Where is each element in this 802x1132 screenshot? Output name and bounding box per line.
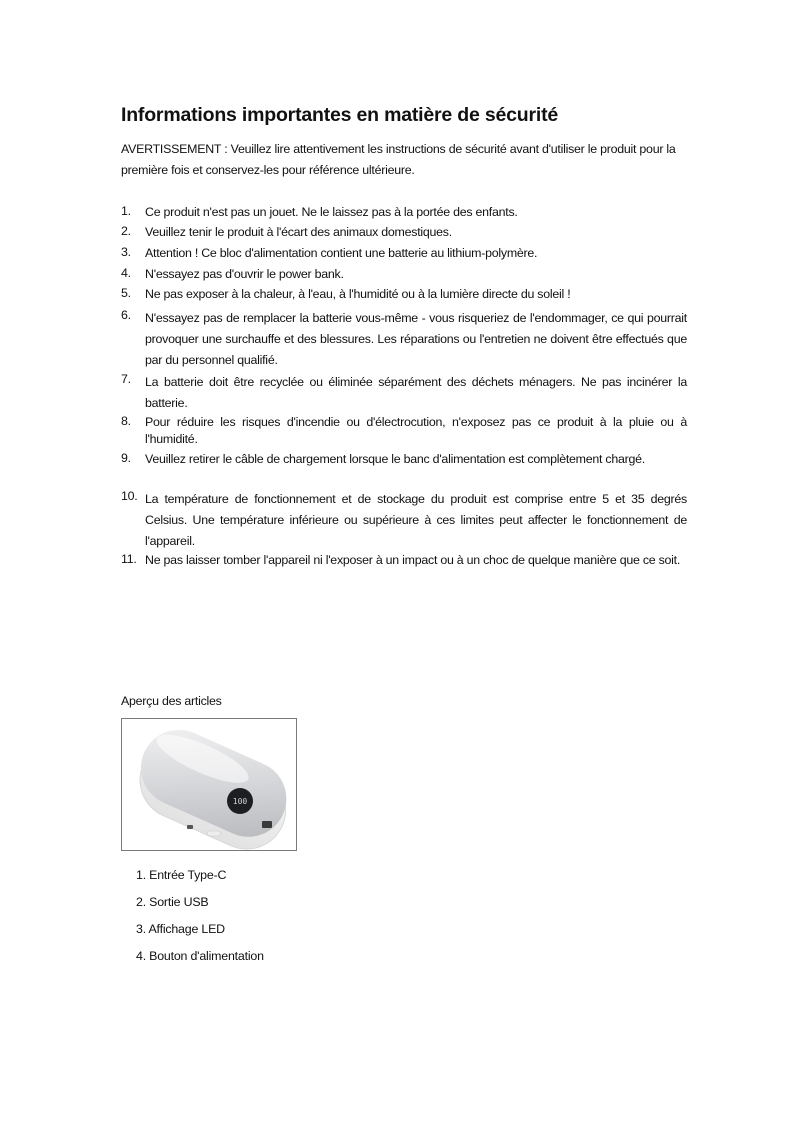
part-item-power-button: 4. Bouton d'alimentation (136, 949, 264, 963)
item-text: N'essayez pas d'ouvrir le power bank. (145, 267, 344, 281)
page-title: Informations importantes en matière de sécurité (121, 104, 559, 126)
item-text: Ne pas exposer à la chaleur, à l'eau, à l'humidité ou à la lumière directe du soleil ! (145, 287, 571, 301)
item-number: 6. (121, 308, 131, 322)
item-text: Attention ! Ce bloc d'alimentation contient une batterie au lithium-polymère. (145, 246, 538, 260)
item-text: Veuillez retirer le câble de chargement lorsque le banc d'alimentation est complètement chargé. (145, 452, 646, 466)
item-number: 11. (121, 552, 137, 566)
part-item-type-c-input: 1. Entrée Type-C (136, 868, 227, 882)
item-number: 4. (121, 266, 131, 280)
product-image (121, 718, 297, 851)
part-item-led-display: 3. Affichage LED (136, 922, 225, 936)
item-text: Ne pas laisser tomber l'appareil ni l'exposer à un impact ou à un choc de quelque manière que ce soit. (145, 553, 681, 567)
led-display-reading: 100 (232, 797, 248, 806)
item-number: 5. (121, 286, 131, 300)
item-number: 10. (121, 489, 138, 503)
warning-paragraph: AVERTISSEMENT : Veuillez lire attentivement les instructions de sécurité avant d'utiliser le produit pour la première fois et conservez-les pour référence ultérieure. (121, 142, 676, 177)
item-number: 8. (121, 414, 131, 428)
item-number: 9. (121, 451, 131, 465)
part-item-usb-output: 2. Sortie USB (136, 895, 209, 909)
item-number: 7. (121, 372, 131, 386)
item-text: Veuillez tenir le produit à l'écart des animaux domestiques. (145, 225, 452, 239)
item-text: La batterie doit être recyclée ou éliminée séparément des déchets ménagers. Ne pas incinérer la batterie. (145, 375, 687, 410)
item-number: 3. (121, 245, 131, 259)
item-text: La température de fonctionnement et de stockage du produit est comprise entre 5 et 35 degrés Celsius. Une température inférieure ou supérieure à ces limites peut affecter le fonctionnement de l'appareil. (145, 492, 687, 548)
item-text: N'essayez pas de remplacer la batterie vous-même - vous risqueriez de l'endommager, ce qui pourrait provoquer une surchauffe et des blessures. Les réparations ou l'entretien ne doivent être effectués que par du personnel qualifié. (145, 311, 687, 367)
item-text: Ce produit n'est pas un jouet. Ne le laissez pas à la portée des enfants. (145, 205, 518, 219)
power-bank-illustration (122, 719, 297, 851)
item-number: 1. (121, 204, 131, 218)
item-number: 2. (121, 224, 131, 238)
preview-label: Aperçu des articles (121, 694, 222, 708)
item-text: Pour réduire les risques d'incendie ou d'électrocution, n'exposez pas ce produit à la pluie ou à l'humidité. (145, 415, 687, 446)
